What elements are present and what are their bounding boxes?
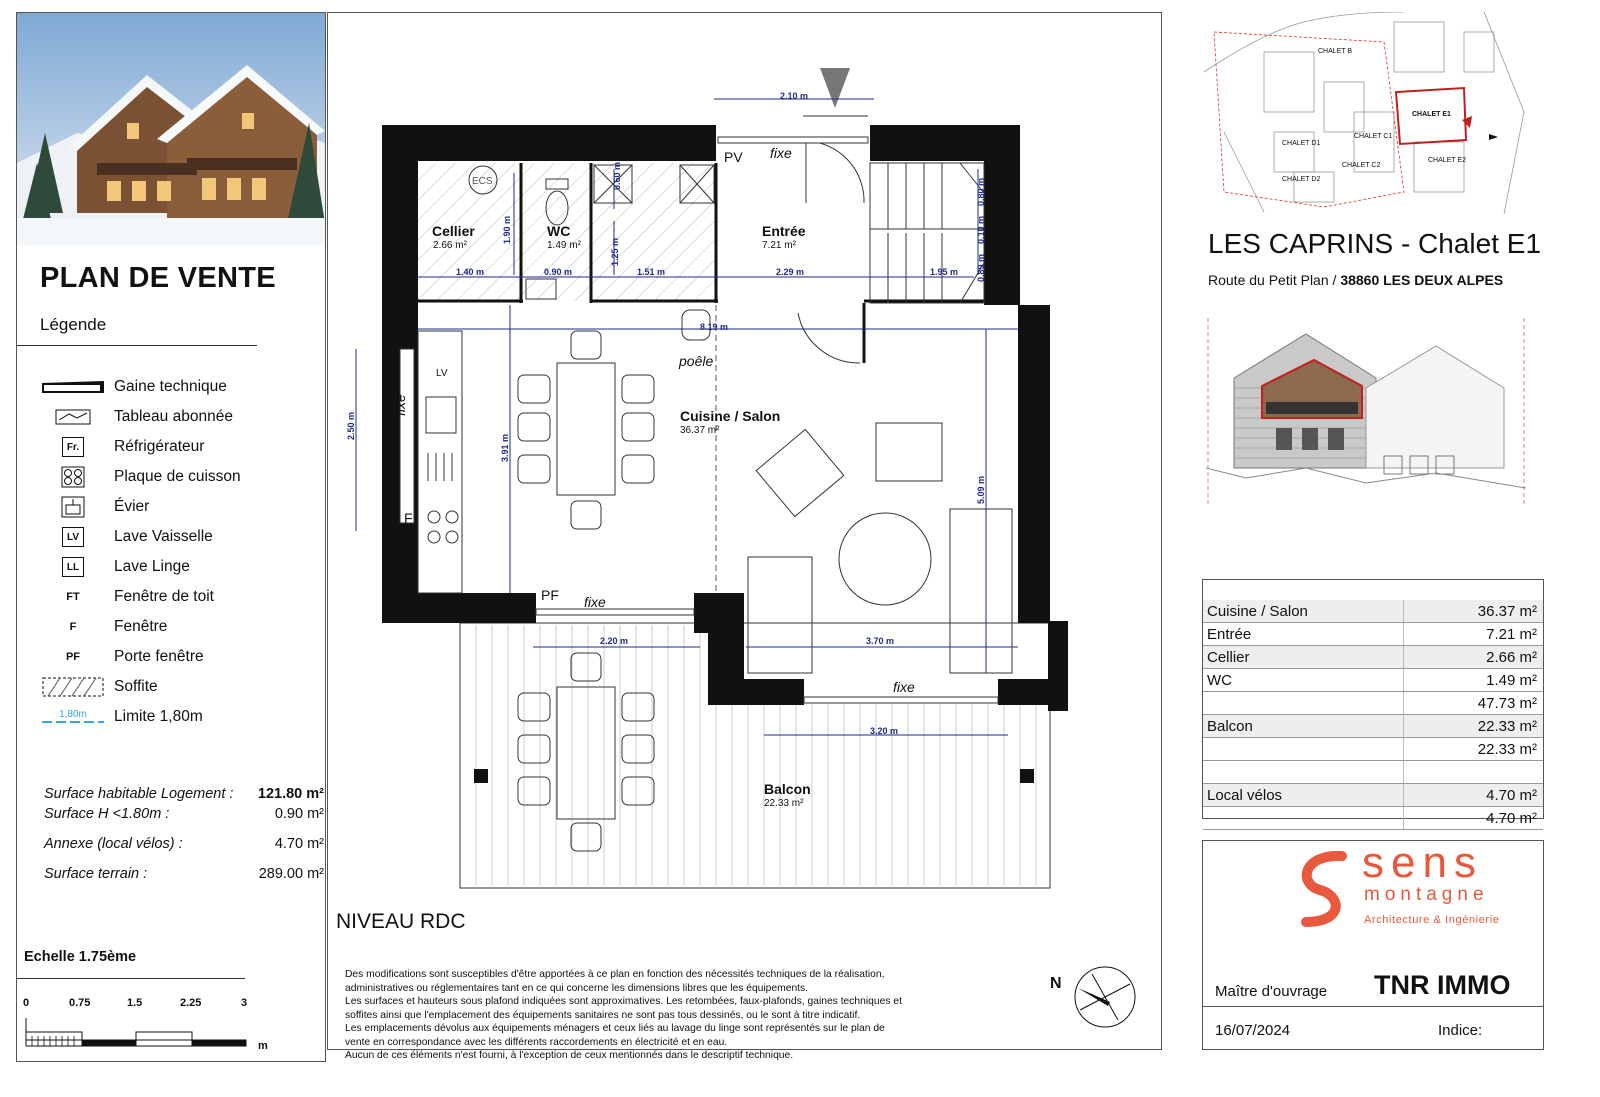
room-row: 22.33 m²	[1203, 738, 1543, 761]
room-row: Cuisine / Salon 36.37 m²	[1203, 600, 1543, 623]
legend-item-porte-fenetre: PF Porte fenêtre	[65, 648, 204, 665]
dim-190: 1.90 m	[502, 215, 512, 244]
dim-125: 1.25 m	[610, 237, 620, 266]
site-label-chalet-c1: CHALET C1	[1354, 133, 1393, 140]
scale-bar	[24, 1014, 254, 1050]
label-fixe-left: fixe	[392, 394, 408, 416]
dim-370: 3.70 m	[866, 636, 895, 646]
room-row	[1203, 761, 1543, 784]
scale-tick-4: 3	[241, 997, 248, 1009]
legend-item-evier: Évier	[42, 494, 302, 520]
floor-plan	[328, 13, 1160, 908]
label-fixe-bottom-left: fixe	[584, 594, 606, 610]
north-label: N	[1050, 975, 1062, 992]
legend-item-refrigerateur: Fr. Réfrigérateur	[42, 434, 302, 460]
owner-divider	[1202, 1006, 1544, 1007]
label-fixe-bottom-right: fixe	[893, 679, 915, 695]
scale-tick-3: 2.25	[180, 997, 202, 1009]
site-label-chalet-e2: CHALET E2	[1428, 157, 1466, 164]
dim-391: 3.91 m	[500, 433, 510, 462]
project-title: LES CAPRINS - Chalet E1	[1208, 228, 1542, 259]
legend-divider	[17, 345, 257, 346]
site-label-chalet-d1: CHALET D1	[1282, 140, 1321, 147]
porte-fenetre-icon: PF	[65, 651, 81, 663]
label-lv: LV	[436, 368, 448, 379]
legend-item-fenetre: F Fenêtre	[69, 618, 168, 635]
chalet-photo	[17, 13, 325, 245]
label-ecs: ECS	[472, 176, 493, 187]
room-cellier: Cellier	[432, 223, 475, 239]
logo-word-montagne: montagne	[1364, 884, 1489, 905]
dim-210: 2.10 m	[780, 91, 809, 101]
site-label-chalet-b: CHALET B	[1318, 48, 1353, 55]
scale-title: Echelle 1.75ème	[24, 949, 137, 965]
room-cuisine-salon-area: 36.37 m²	[680, 425, 720, 436]
dim-010: 0.10 m	[976, 215, 986, 244]
tableau-abonnee-icon	[55, 408, 91, 426]
lave-vaisselle-icon: LV	[62, 527, 84, 547]
indice-label: Indice:	[1438, 1022, 1483, 1039]
surface-habitable: Surface habitable Logement : 121.80 m²	[44, 786, 324, 802]
site-label-chalet-c2: CHALET C2	[1342, 162, 1381, 169]
dim-220: 2.20 m	[600, 636, 629, 646]
room-balcon-area: 22.33 m²	[764, 798, 804, 809]
room-wc: WC	[547, 223, 571, 239]
site-label-chalet-e1: CHALET E1	[1412, 111, 1451, 118]
owner-label: Maître d'ouvrage	[1215, 983, 1328, 1000]
scale-tick-1: 0.75	[69, 997, 91, 1009]
elevation-drawing	[1206, 318, 1528, 504]
legend-item-lave-linge: LL Lave Linge	[42, 554, 302, 580]
room-row: WC 1.49 m²	[1203, 669, 1543, 692]
room-wc-area: 1.49 m²	[547, 240, 581, 251]
scale-tick-0: 0	[23, 997, 30, 1009]
plaque-cuisson-icon	[61, 466, 85, 488]
dim-819: 8.19 m	[700, 322, 729, 332]
dim-080: 0.80 m	[976, 177, 986, 206]
room-row: Entrée 7.21 m²	[1203, 623, 1543, 646]
surface-annexe: Annexe (local vélos) : 4.70 m²	[44, 836, 324, 852]
site-plan-map	[1204, 12, 1544, 214]
label-pf-left: PF	[541, 587, 559, 603]
label-f: F	[404, 510, 413, 526]
surface-h-180: Surface H <1.80m : 0.90 m²	[44, 806, 324, 822]
evier-icon	[61, 496, 85, 518]
dim-250: 2.50 m	[346, 411, 356, 440]
label-fixe-top: fixe	[770, 145, 792, 161]
room-balcon: Balcon	[764, 781, 811, 797]
limite-180-icon: 1,80m	[59, 709, 87, 720]
dim-089: 0.89 m	[976, 253, 986, 282]
legend-subtitle: Légende	[40, 315, 107, 334]
room-row: Local vélos 4.70 m²	[1203, 784, 1543, 807]
logo-word-sens: sens	[1362, 838, 1483, 887]
legend-item-gaine: Gaine technique	[42, 374, 302, 400]
legend-item-plaque: Plaque de cuisson	[42, 464, 302, 490]
label-pf-right: PF	[776, 676, 794, 692]
disclaimer: Des modifications sont susceptibles d'être apportées à ce plan en fonction des nécessités techniques de la réalisation, administratives ou réglementaires tant en ce qui concerne les dimensions libres que les équipements. Les surfaces et hauteurs sous plafond indiquées sont approximatives. Les retombées, faux-plafonds, gaines techniques et soffites ainsi que l'emplacement des équipements sanitaires ne sont pas tous dessinés, ou le sont à titre indicatif. Les emplacements dévolus aux équipements ménagers et ceux liés au lavage du linge sont représentés sur le plan de vente en correspondance avec les différents raccordements en électricité et en eau. Aucun de ces éléments n'est fourni, à l'exception de ceux mentionnés dans le descriptif technique.	[345, 969, 902, 1061]
scale-divider	[17, 978, 245, 979]
refrigerateur-icon: Fr.	[62, 437, 84, 457]
legend-title: PLAN DE VENTE	[40, 262, 276, 294]
level-title: NIVEAU RDC	[336, 910, 466, 933]
legend-item-lave-vaisselle: LV Lave Vaisselle	[42, 524, 302, 550]
owner-name: TNR IMMO	[1374, 970, 1511, 1000]
scale-tick-2: 1.5	[127, 997, 143, 1009]
dim-229: 2.29 m	[776, 267, 805, 277]
sens-logo-icon	[1292, 850, 1356, 928]
label-pv: PV	[724, 149, 743, 165]
room-row: 47.73 m²	[1203, 692, 1543, 715]
room-cellier-area: 2.66 m²	[433, 240, 467, 251]
room-table	[1203, 600, 1543, 830]
site-label-chalet-d2: CHALET D2	[1282, 176, 1321, 183]
fenetre-toit-icon: FT	[66, 591, 80, 603]
room-row: Cellier 2.66 m²	[1203, 646, 1543, 669]
label-poele: poêle	[679, 353, 714, 369]
legend-item-tableau: Tableau abonnée	[42, 404, 302, 430]
dim-140: 1.40 m	[456, 267, 485, 277]
room-cuisine-salon: Cuisine / Salon	[680, 408, 781, 424]
soffite-icon	[42, 677, 104, 697]
dim-509: 5.09 m	[976, 475, 986, 504]
surface-terrain: Surface terrain : 289.00 m²	[44, 866, 324, 882]
room-entree: Entrée	[762, 223, 806, 239]
plan-date: 16/07/2024	[1215, 1022, 1291, 1039]
project-address: Route du Petit Plan / 38860 LES DEUX ALPES	[1208, 272, 1504, 288]
compass-icon	[1072, 964, 1138, 1030]
legend-item-fenetre-toit: FT Fenêtre de toit	[66, 588, 214, 605]
legend-item-limite: 1,80m Limite 1,80m	[59, 708, 203, 725]
dim-151: 1.51 m	[637, 267, 666, 277]
legend-item-soffite: Soffite	[42, 674, 302, 700]
fenetre-icon: F	[69, 621, 77, 633]
dim-090: 0.90 m	[544, 267, 573, 277]
dim-060: 0.60 m	[612, 161, 622, 190]
gaine-technique-icon	[42, 379, 104, 395]
room-row: Balcon 22.33 m²	[1203, 715, 1543, 738]
lave-linge-icon: LL	[62, 557, 84, 577]
room-row: 4.70 m²	[1203, 807, 1543, 830]
dim-195: 1.95 m	[930, 267, 959, 277]
dim-320: 3.20 m	[870, 726, 899, 736]
scale-unit: m	[258, 1040, 268, 1052]
logo-tagline: Architecture & Ingénierie	[1364, 914, 1500, 926]
room-entree-area: 7.21 m²	[762, 240, 796, 251]
